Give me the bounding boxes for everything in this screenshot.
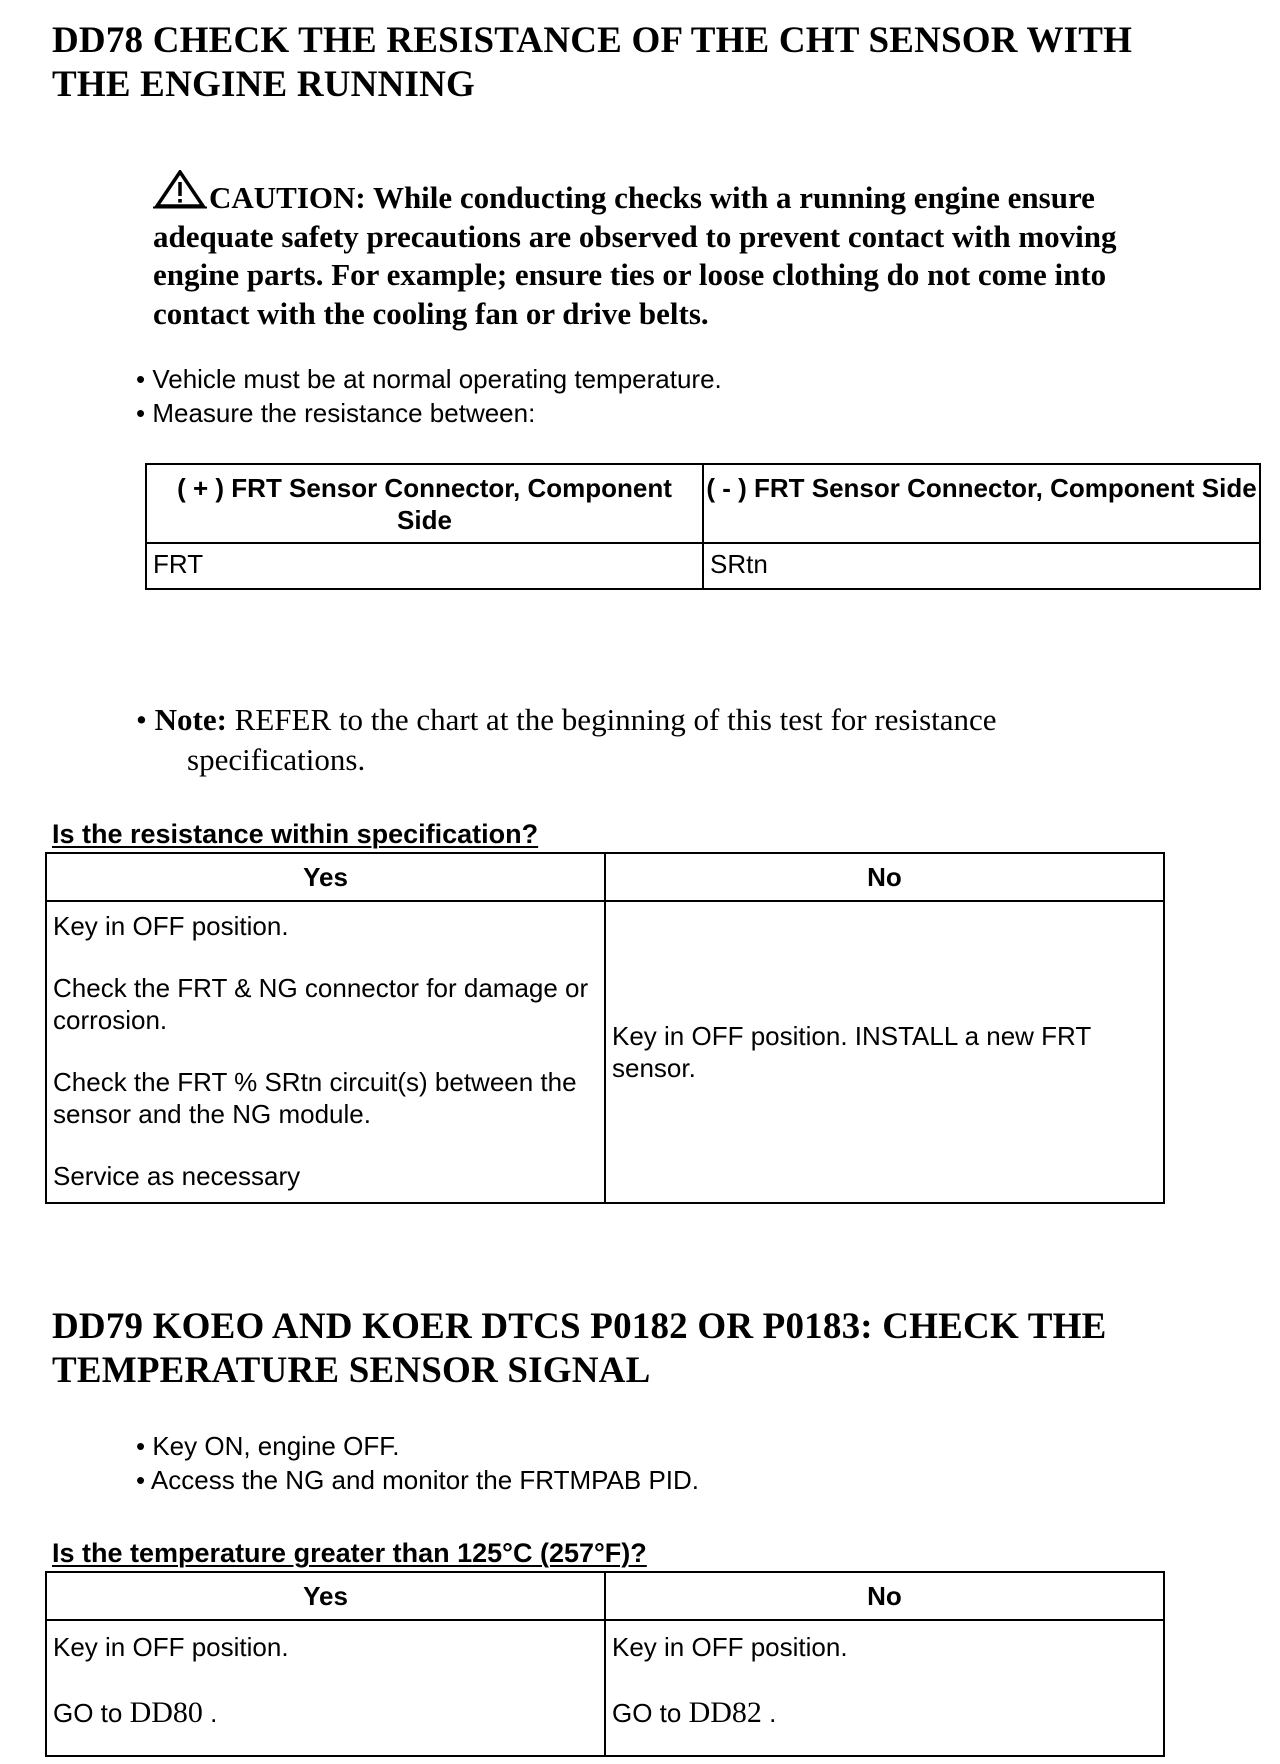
- dd78-answer-table: [45, 852, 1165, 1204]
- goto-dd80-link[interactable]: DD80: [129, 1696, 203, 1729]
- yes-paragraph: Check the FRT % SRtn circuit(s) between the sensor and the NG module.: [53, 1067, 577, 1129]
- note-line2: specifications.: [187, 742, 366, 777]
- list-item: • Vehicle must be at normal operating temperature.: [136, 364, 722, 394]
- yes-paragraph: Key in OFF position.: [53, 911, 289, 941]
- no-header: No: [605, 1572, 1164, 1620]
- yes-header: Yes: [46, 1572, 605, 1620]
- measure-table: [145, 463, 1261, 590]
- yes-goto: GO to DD80 .: [53, 1696, 218, 1729]
- goto-dd82-link[interactable]: DD82: [688, 1696, 762, 1729]
- yes-paragraph: Check the FRT & NG connector for damage or corrosion.: [53, 973, 589, 1035]
- dd79-answer-table: [45, 1571, 1165, 1757]
- no-cell: [605, 1620, 1164, 1756]
- note-label: Note:: [154, 702, 227, 737]
- no-line: Key in OFF position.: [612, 1632, 848, 1662]
- warning-triangle-icon: [153, 170, 207, 210]
- measure-header-negative: ( - ) FRT Sensor Connector, Component Side: [703, 464, 1260, 543]
- yes-line: Key in OFF position.: [53, 1632, 289, 1662]
- measure-header-positive: ( + ) FRT Sensor Connector, Component Side: [146, 464, 703, 543]
- dd78-heading: [52, 19, 1132, 107]
- dd78-heading-line1: DD78 CHECK THE RESISTANCE OF THE CHT SENSOR WITH: [52, 20, 1133, 61]
- dd79-question: Is the temperature greater than 125°C (257°F)?: [52, 1538, 647, 1568]
- dd79-heading-line1: DD79 KOEO AND KOER DTCS P0182 OR P0183: CHECK THE: [52, 1306, 1107, 1347]
- yes-cell: [46, 1620, 605, 1756]
- no-goto: GO to DD82 .: [612, 1696, 777, 1729]
- no-header: No: [605, 853, 1164, 901]
- dd79-bullet-list: [136, 1429, 699, 1497]
- list-item: • Access the NG and monitor the FRTMPAB PID.: [136, 1465, 700, 1495]
- caution-label: CAUTION:: [209, 180, 366, 215]
- measure-cell-positive: FRT: [146, 543, 703, 589]
- yes-cell: [46, 901, 605, 1203]
- no-cell: Key in OFF position. INSTALL a new FRT sensor.: [605, 901, 1164, 1203]
- dd79-heading: [52, 1305, 1106, 1393]
- caution-line2: adequate safety precautions are observed to prevent contact with moving: [153, 218, 1117, 254]
- note-block: • Note: REFER to the chart at the beginning of this test for resistance specifications.: [136, 700, 997, 780]
- caution-line3: engine parts. For example; ensure ties or loose clothing do not come into: [153, 257, 1107, 292]
- list-item: • Measure the resistance between:: [136, 398, 536, 428]
- dd78-bullet-list: [136, 362, 722, 430]
- dd78-heading-line2: THE ENGINE RUNNING: [52, 64, 475, 105]
- dd78-question: Is the resistance within specification?: [52, 819, 539, 849]
- list-item: • Key ON, engine OFF.: [136, 1431, 400, 1461]
- caution-line1: While conducting checks with a running engine ensure: [372, 180, 1095, 215]
- dd79-heading-line2: TEMPERATURE SENSOR SIGNAL: [52, 1350, 651, 1391]
- note-line1: REFER to the chart at the beginning of this test for resistance: [234, 702, 997, 737]
- caution-block: [153, 170, 1253, 333]
- yes-header: Yes: [46, 853, 605, 901]
- caution-line4: contact with the cooling fan or drive belts.: [153, 295, 709, 331]
- yes-paragraph: Service as necessary: [53, 1161, 301, 1191]
- measure-cell-negative: SRtn: [703, 543, 1260, 589]
